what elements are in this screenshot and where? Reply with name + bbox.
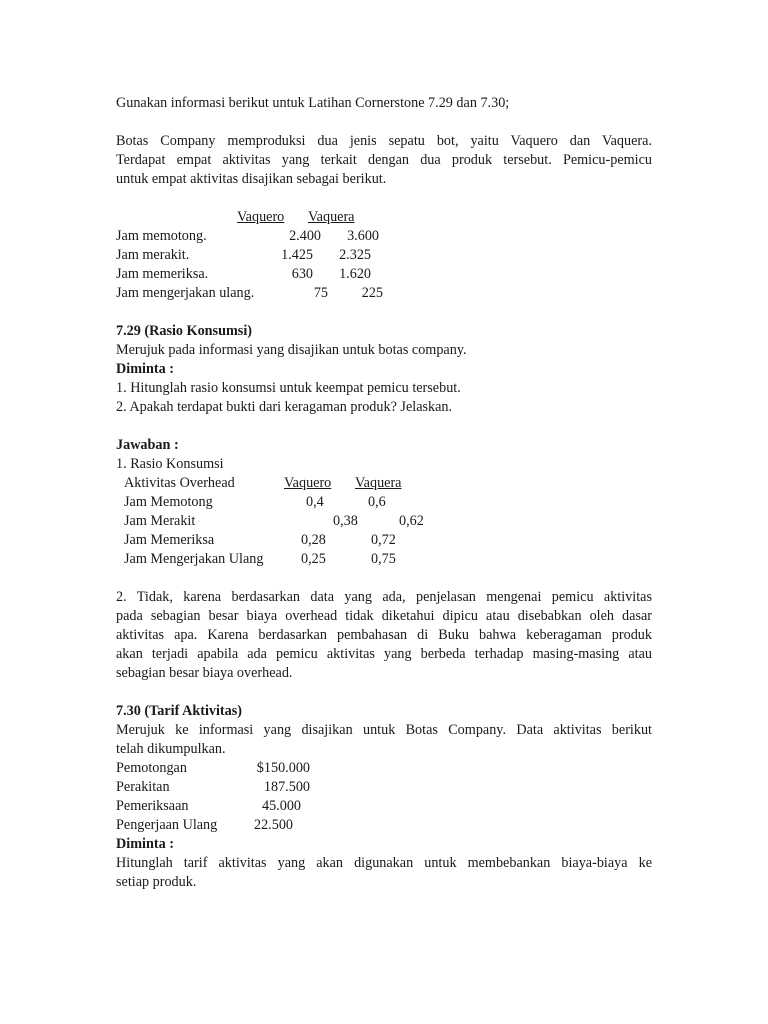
cost-label: Pemotongan	[116, 760, 187, 776]
ratio-header-label: Aktivitas Overhead	[124, 475, 235, 491]
para1-line-3: untuk empat aktivitas disajikan sebagai berikut.	[116, 171, 387, 187]
cost-label: Pengerjaan Ulang	[116, 817, 218, 833]
ratio-row-vaquero: 0,38	[333, 513, 358, 529]
ratio-header-vaquero: Vaquero	[284, 475, 332, 491]
s730-desc-line-1: Merujuk ke informasi yang disajikan untuk Botas Company. Data aktivitas berikut	[116, 722, 652, 738]
cost-row	[116, 778, 652, 797]
ratio-row-label: Jam Memotong	[124, 494, 213, 510]
jawaban-label: Jawaban :	[116, 437, 179, 453]
s730-diminta: Diminta :	[116, 836, 174, 852]
s729-q1: 1. Hitunglah rasio konsumsi untuk keempat pemicu tersebut.	[116, 380, 461, 396]
cost-value: 22.500	[253, 817, 293, 833]
ratio-row-vaquera: 0,62	[399, 513, 424, 529]
drivers-header-vaquero: Vaquero	[237, 209, 285, 225]
drivers-row-vaquera: 225	[361, 285, 383, 301]
cost-row	[116, 759, 652, 778]
cost-value: $150.000	[256, 760, 310, 776]
s730-q-line-2: setiap produk.	[116, 874, 197, 890]
drivers-row	[116, 227, 652, 246]
s729-title: 7.29 (Rasio Konsumsi)	[116, 323, 252, 339]
ratio-row-vaquera: 0,6	[368, 494, 386, 510]
ratio-row-label: Jam Mengerjakan Ulang	[124, 551, 264, 567]
jawaban-item2-line-3: aktivitas apa. Karena berdasarkan pembahasan di Buku bahwa keberagaman produk	[116, 627, 652, 643]
jawaban-item2-line-5: sebagian besar biaya overhead.	[116, 665, 293, 681]
drivers-row-vaquero: 75	[313, 285, 328, 301]
cost-value: 45.000	[261, 798, 301, 814]
ratio-row-vaquera: 0,72	[371, 532, 396, 548]
drivers-row-vaquero: 1.425	[281, 247, 313, 263]
cost-row	[116, 797, 652, 816]
drivers-row-vaquera: 2.325	[339, 247, 371, 263]
jawaban-item1: 1. Rasio Konsumsi	[116, 456, 224, 472]
s729-q2: 2. Apakah terdapat bukti dari keragaman produk? Jelaskan.	[116, 399, 453, 415]
cost-label: Perakitan	[116, 779, 170, 795]
drivers-row	[116, 284, 652, 303]
para1-line-1: Botas Company memproduksi dua jenis sepatu bot, yaitu Vaquero dan Vaquera.	[116, 133, 652, 149]
para1-line-2: Terdapat empat aktivitas yang terkait dengan dua produk tersebut. Pemicu-pemicu	[116, 152, 652, 168]
s730-desc-line-2: telah dikumpulkan.	[116, 741, 226, 757]
drivers-row-label: Jam merakit.	[116, 247, 190, 263]
ratio-row-label: Jam Memeriksa	[124, 532, 215, 548]
ratio-row-vaquero: 0,4	[306, 494, 324, 510]
drivers-row-vaquero: 2.400	[289, 228, 321, 244]
cost-label: Pemeriksaan	[116, 798, 189, 814]
ratio-row	[116, 531, 652, 550]
jawaban-item2-line-4: akan terjadi apabila ada pemicu aktivitas yang berbeda terhadap masing-masing atau	[116, 646, 652, 662]
drivers-row-vaquera: 3.600	[347, 228, 379, 244]
drivers-row-label: Jam memeriksa.	[116, 266, 209, 282]
cost-row	[116, 816, 652, 835]
cost-value: 187.500	[263, 779, 310, 795]
ratio-row-vaquero: 0,25	[301, 551, 326, 567]
drivers-row-vaquero: 630	[291, 266, 313, 282]
document-page	[116, 94, 652, 892]
s729-diminta: Diminta :	[116, 361, 174, 377]
ratio-row	[116, 493, 652, 512]
s729-desc: Merujuk pada informasi yang disajikan untuk botas company.	[116, 342, 467, 358]
drivers-row-label: Jam mengerjakan ulang.	[116, 285, 255, 301]
drivers-row-vaquera: 1.620	[339, 266, 371, 282]
drivers-row	[116, 265, 652, 284]
drivers-row-label: Jam memotong.	[116, 228, 207, 244]
ratio-row-vaquero: 0,28	[301, 532, 326, 548]
ratio-row-label: Jam Merakit	[124, 513, 196, 529]
ratio-row-vaquera: 0,75	[371, 551, 396, 567]
s730-title: 7.30 (Tarif Aktivitas)	[116, 703, 242, 719]
drivers-table-header	[116, 208, 652, 227]
ratio-row	[116, 550, 652, 569]
drivers-row	[116, 246, 652, 265]
ratio-table-header	[116, 474, 652, 493]
jawaban-item2-line-2: pada sebagian besar biaya overhead tidak diketahui dipicu atau disebabkan oleh dasar	[116, 608, 652, 624]
ratio-row	[116, 512, 652, 531]
ratio-header-vaquera: Vaquera	[355, 475, 402, 491]
intro-line: Gunakan informasi berikut untuk Latihan Cornerstone 7.29 dan 7.30;	[116, 95, 510, 111]
jawaban-item2-line-1: 2. Tidak, karena berdasarkan data yang ada, penjelasan mengenai pemicu aktivitas	[116, 589, 652, 605]
drivers-header-vaquera: Vaquera	[308, 209, 355, 225]
s730-q-line-1: Hitunglah tarif aktivitas yang akan digunakan untuk membebankan biaya-biaya ke	[116, 855, 652, 871]
